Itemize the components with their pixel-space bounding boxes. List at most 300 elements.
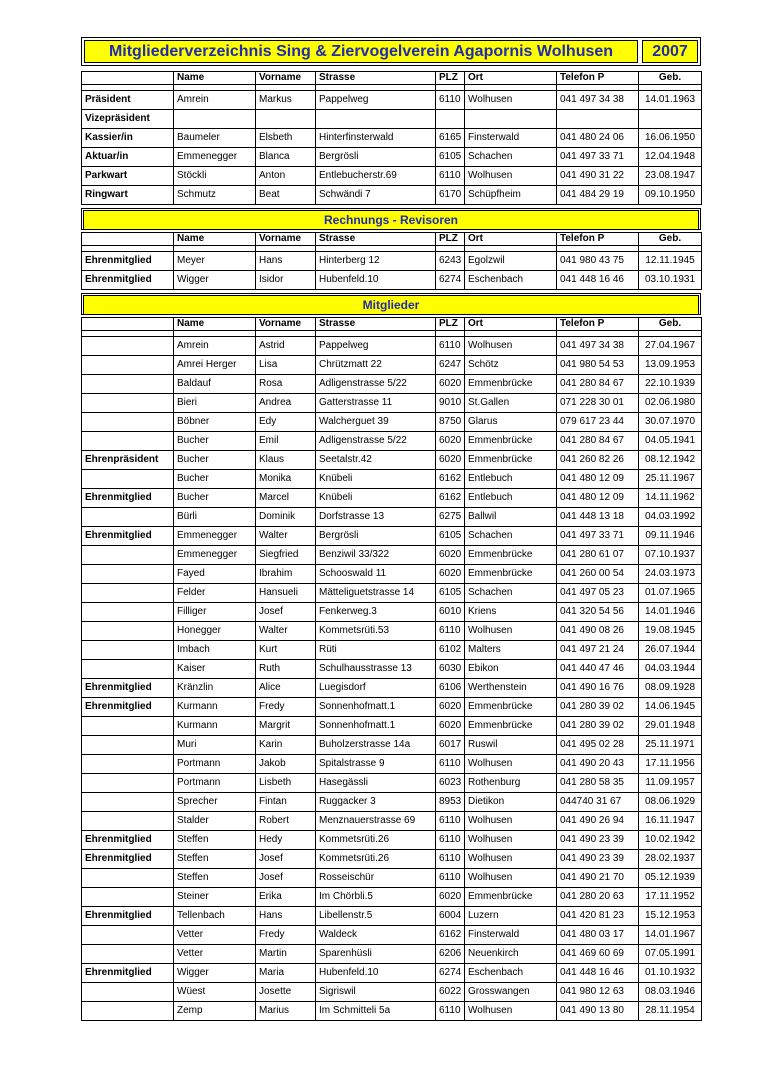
city-cell: Wolhusen — [465, 91, 557, 110]
phone-cell: 041 490 13 80 — [557, 1002, 639, 1021]
role-cell: Ehrenmitglied — [82, 850, 174, 869]
name-cell — [174, 110, 256, 129]
zip-cell: 6106 — [436, 679, 465, 698]
zip-cell: 6162 — [436, 470, 465, 489]
table-row — [82, 679, 702, 698]
zip-cell: 6102 — [436, 641, 465, 660]
table-row — [82, 489, 702, 508]
column-header: Ort — [465, 72, 557, 85]
street-cell: Chrützmatt 22 — [316, 356, 436, 375]
zip-cell: 6274 — [436, 271, 465, 290]
role-cell — [82, 508, 174, 527]
role-cell — [82, 470, 174, 489]
name-cell: Muri — [174, 736, 256, 755]
table-row — [82, 869, 702, 888]
zip-cell: 6110 — [436, 622, 465, 641]
phone-cell: 041 260 82 26 — [557, 451, 639, 470]
revisoren-table — [81, 232, 702, 290]
city-cell: Luzern — [465, 907, 557, 926]
birthdate-cell: 08.12.1942 — [639, 451, 702, 470]
phone-cell: 041 497 21 24 — [557, 641, 639, 660]
firstname-cell: Fredy — [256, 698, 316, 717]
birthdate-cell: 07.05.1991 — [639, 945, 702, 964]
phone-cell: 041 280 39 02 — [557, 698, 639, 717]
column-header: PLZ — [436, 233, 465, 246]
city-cell: Glarus — [465, 413, 557, 432]
phone-cell: 041 420 81 23 — [557, 907, 639, 926]
firstname-cell: Astrid — [256, 337, 316, 356]
city-cell: Egolzwil — [465, 252, 557, 271]
firstname-cell: Walter — [256, 527, 316, 546]
table-row — [82, 527, 702, 546]
role-cell — [82, 413, 174, 432]
revisoren-section-title: Rechnungs - Revisoren — [83, 210, 699, 230]
role-cell — [82, 641, 174, 660]
zip-cell: 6275 — [436, 508, 465, 527]
birthdate-cell: 04.05.1941 — [639, 432, 702, 451]
column-header: Vorname — [256, 233, 316, 246]
zip-cell: 8953 — [436, 793, 465, 812]
city-cell: Wolhusen — [465, 1002, 557, 1021]
column-header: Telefon P — [557, 318, 639, 331]
role-cell — [82, 584, 174, 603]
street-cell: Seetalstr.42 — [316, 451, 436, 470]
city-cell: Wolhusen — [465, 869, 557, 888]
column-header: Vorname — [256, 318, 316, 331]
name-cell: Emmenegger — [174, 527, 256, 546]
table-row — [82, 717, 702, 736]
role-cell — [82, 1002, 174, 1021]
firstname-cell: Josef — [256, 869, 316, 888]
name-cell: Kränzlin — [174, 679, 256, 698]
name-cell: Wigger — [174, 964, 256, 983]
name-cell: Steffen — [174, 869, 256, 888]
city-cell: Eschenbach — [465, 964, 557, 983]
role-cell: Ehrenmitglied — [82, 252, 174, 271]
name-cell: Baumeler — [174, 129, 256, 148]
phone-cell: 041 260 00 54 — [557, 565, 639, 584]
role-cell: Ehrenmitglied — [82, 489, 174, 508]
role-cell — [82, 983, 174, 1002]
city-cell: Emmenbrücke — [465, 698, 557, 717]
phone-cell: 071 228 30 01 — [557, 394, 639, 413]
street-cell: Benziwil 33/322 — [316, 546, 436, 565]
city-cell: Entlebuch — [465, 489, 557, 508]
table-row — [82, 432, 702, 451]
firstname-cell: Edy — [256, 413, 316, 432]
table-row — [82, 508, 702, 527]
firstname-cell: Martin — [256, 945, 316, 964]
city-cell: Rothenburg — [465, 774, 557, 793]
birthdate-cell: 28.02.1937 — [639, 850, 702, 869]
city-cell: Kriens — [465, 603, 557, 622]
table-row — [82, 186, 702, 205]
city-cell: Schachen — [465, 584, 557, 603]
birthdate-cell: 04.03.1992 — [639, 508, 702, 527]
birthdate-cell: 14.01.1967 — [639, 926, 702, 945]
table-row — [82, 148, 702, 167]
name-cell: Portmann — [174, 755, 256, 774]
street-cell: Ruggacker 3 — [316, 793, 436, 812]
firstname-cell: Hans — [256, 907, 316, 926]
firstname-cell: Fredy — [256, 926, 316, 945]
firstname-cell: Kurt — [256, 641, 316, 660]
role-cell: Ehrenmitglied — [82, 831, 174, 850]
city-cell: Dietikon — [465, 793, 557, 812]
phone-cell: 041 480 12 09 — [557, 489, 639, 508]
table-row — [82, 831, 702, 850]
column-header: Ort — [465, 318, 557, 331]
table-row — [82, 129, 702, 148]
role-cell — [82, 888, 174, 907]
name-cell: Felder — [174, 584, 256, 603]
table-row — [82, 850, 702, 869]
table-row — [82, 888, 702, 907]
birthdate-cell: 30.07.1970 — [639, 413, 702, 432]
zip-cell: 6020 — [436, 375, 465, 394]
birthdate-cell: 17.11.1952 — [639, 888, 702, 907]
phone-cell: 041 980 12 63 — [557, 983, 639, 1002]
firstname-cell: Robert — [256, 812, 316, 831]
street-cell: Knübeli — [316, 470, 436, 489]
city-cell: Eschenbach — [465, 271, 557, 290]
city-cell: Emmenbrücke — [465, 375, 557, 394]
members-section-title: Mitglieder — [83, 295, 699, 315]
phone-cell: 041 490 26 94 — [557, 812, 639, 831]
column-header: Vorname — [256, 72, 316, 85]
firstname-cell: Lisbeth — [256, 774, 316, 793]
zip-cell: 6110 — [436, 755, 465, 774]
street-cell: Bergrösli — [316, 148, 436, 167]
street-cell: Mätteliguetstrasse 14 — [316, 584, 436, 603]
phone-cell: 041 497 34 38 — [557, 91, 639, 110]
birthdate-cell: 25.11.1967 — [639, 470, 702, 489]
name-cell: Imbach — [174, 641, 256, 660]
name-cell: Böbner — [174, 413, 256, 432]
name-cell: Meyer — [174, 252, 256, 271]
birthdate-cell: 28.11.1954 — [639, 1002, 702, 1021]
name-cell: Sprecher — [174, 793, 256, 812]
birthdate-cell: 08.06.1929 — [639, 793, 702, 812]
city-cell: Emmenbrücke — [465, 565, 557, 584]
phone-cell — [557, 110, 639, 129]
phone-cell: 041 280 58 35 — [557, 774, 639, 793]
city-cell — [465, 110, 557, 129]
birthdate-cell: 27.04.1967 — [639, 337, 702, 356]
phone-cell: 041 484 29 19 — [557, 186, 639, 205]
birthdate-cell: 10.02.1942 — [639, 831, 702, 850]
birthdate-cell: 14.11.1962 — [639, 489, 702, 508]
city-cell: Finsterwald — [465, 129, 557, 148]
city-cell: Malters — [465, 641, 557, 660]
table-row — [82, 167, 702, 186]
column-header-row — [82, 318, 702, 331]
zip-cell: 6162 — [436, 926, 465, 945]
city-cell: Wolhusen — [465, 831, 557, 850]
phone-cell: 041 448 16 46 — [557, 271, 639, 290]
phone-cell: 041 497 05 23 — [557, 584, 639, 603]
name-cell: Bucher — [174, 451, 256, 470]
zip-cell: 6165 — [436, 129, 465, 148]
table-row — [82, 793, 702, 812]
role-cell — [82, 394, 174, 413]
table-row — [82, 603, 702, 622]
role-cell: Ehrenmitglied — [82, 698, 174, 717]
city-cell: Ballwil — [465, 508, 557, 527]
city-cell: Finsterwald — [465, 926, 557, 945]
firstname-cell: Hansueli — [256, 584, 316, 603]
column-header-row — [82, 72, 702, 85]
firstname-cell: Margrit — [256, 717, 316, 736]
birthdate-cell: 17.11.1956 — [639, 755, 702, 774]
city-cell: Werthenstein — [465, 679, 557, 698]
column-header: PLZ — [436, 72, 465, 85]
street-cell: Schwändi 7 — [316, 186, 436, 205]
firstname-cell: Elsbeth — [256, 129, 316, 148]
birthdate-cell: 05.12.1939 — [639, 869, 702, 888]
firstname-cell: Ibrahim — [256, 565, 316, 584]
birthdate-cell: 15.12.1953 — [639, 907, 702, 926]
street-cell: Waldeck — [316, 926, 436, 945]
zip-cell: 6020 — [436, 698, 465, 717]
name-cell: Emmenegger — [174, 546, 256, 565]
name-cell: Bucher — [174, 432, 256, 451]
birthdate-cell: 22.10.1939 — [639, 375, 702, 394]
role-cell: Kassier/in — [82, 129, 174, 148]
birthdate-cell: 19.08.1945 — [639, 622, 702, 641]
zip-cell: 6110 — [436, 812, 465, 831]
role-cell: Ehrenmitglied — [82, 907, 174, 926]
column-header: Name — [174, 318, 256, 331]
firstname-cell: Hans — [256, 252, 316, 271]
firstname-cell: Karin — [256, 736, 316, 755]
firstname-cell: Alice — [256, 679, 316, 698]
table-row — [82, 755, 702, 774]
name-cell: Stalder — [174, 812, 256, 831]
role-cell — [82, 622, 174, 641]
phone-cell: 041 280 84 67 — [557, 432, 639, 451]
name-cell: Wigger — [174, 271, 256, 290]
street-cell: Knübeli — [316, 489, 436, 508]
city-cell: Emmenbrücke — [465, 432, 557, 451]
street-cell: Rosseischür — [316, 869, 436, 888]
birthdate-cell: 01.07.1965 — [639, 584, 702, 603]
role-cell — [82, 717, 174, 736]
name-cell: Tellenbach — [174, 907, 256, 926]
firstname-cell: Ruth — [256, 660, 316, 679]
role-cell — [82, 793, 174, 812]
zip-cell: 6274 — [436, 964, 465, 983]
firstname-cell: Jakob — [256, 755, 316, 774]
firstname-cell: Beat — [256, 186, 316, 205]
birthdate-cell: 07.10.1937 — [639, 546, 702, 565]
role-cell — [82, 356, 174, 375]
role-cell: Ehrenmitglied — [82, 964, 174, 983]
birthdate-cell: 02.06.1980 — [639, 394, 702, 413]
column-header: Strasse — [316, 318, 436, 331]
street-cell: Sparenhüsli — [316, 945, 436, 964]
role-cell: Parkwart — [82, 167, 174, 186]
firstname-cell — [256, 110, 316, 129]
city-cell: Emmenbrücke — [465, 888, 557, 907]
birthdate-cell: 25.11.1971 — [639, 736, 702, 755]
street-cell: Gatterstrasse 11 — [316, 394, 436, 413]
birthdate-cell: 08.03.1946 — [639, 983, 702, 1002]
street-cell: Hasegässli — [316, 774, 436, 793]
city-cell: Wolhusen — [465, 337, 557, 356]
table-row — [82, 812, 702, 831]
city-cell: Schachen — [465, 527, 557, 546]
phone-cell: 041 490 21 70 — [557, 869, 639, 888]
city-cell: Neuenkirch — [465, 945, 557, 964]
zip-cell: 6020 — [436, 565, 465, 584]
street-cell: Walcherguet 39 — [316, 413, 436, 432]
birthdate-cell: 13.09.1953 — [639, 356, 702, 375]
street-cell: Pappelweg — [316, 91, 436, 110]
phone-cell: 041 490 16 76 — [557, 679, 639, 698]
city-cell: Wolhusen — [465, 167, 557, 186]
city-cell: Entlebuch — [465, 470, 557, 489]
column-header: Geb. — [639, 318, 702, 331]
column-header-role — [82, 318, 174, 331]
name-cell: Kaiser — [174, 660, 256, 679]
birthdate-cell: 24.03.1973 — [639, 565, 702, 584]
firstname-cell: Lisa — [256, 356, 316, 375]
role-cell — [82, 926, 174, 945]
table-row — [82, 413, 702, 432]
phone-cell: 041 490 31 22 — [557, 167, 639, 186]
city-cell: St.Gallen — [465, 394, 557, 413]
table-row — [82, 337, 702, 356]
table-row — [82, 546, 702, 565]
phone-cell: 041 980 54 53 — [557, 356, 639, 375]
firstname-cell: Rosa — [256, 375, 316, 394]
firstname-cell: Erika — [256, 888, 316, 907]
phone-cell: 041 280 61 07 — [557, 546, 639, 565]
name-cell: Kurmann — [174, 717, 256, 736]
table-row — [82, 907, 702, 926]
name-cell: Portmann — [174, 774, 256, 793]
street-cell: Bergrösli — [316, 527, 436, 546]
role-cell — [82, 565, 174, 584]
firstname-cell: Josette — [256, 983, 316, 1002]
phone-cell: 041 490 23 39 — [557, 850, 639, 869]
name-cell: Bucher — [174, 489, 256, 508]
birthdate-cell: 14.01.1946 — [639, 603, 702, 622]
column-header: Geb. — [639, 72, 702, 85]
city-cell: Schüpfheim — [465, 186, 557, 205]
name-cell: Steffen — [174, 831, 256, 850]
city-cell: Ebikon — [465, 660, 557, 679]
street-cell: Kommetsrüti.26 — [316, 850, 436, 869]
role-cell — [82, 812, 174, 831]
zip-cell: 6105 — [436, 584, 465, 603]
name-cell: Wüest — [174, 983, 256, 1002]
zip-cell: 6105 — [436, 148, 465, 167]
table-row — [82, 91, 702, 110]
phone-cell: 041 280 20 63 — [557, 888, 639, 907]
birthdate-cell: 14.06.1945 — [639, 698, 702, 717]
column-header: Geb. — [639, 233, 702, 246]
column-header-role — [82, 72, 174, 85]
zip-cell: 8750 — [436, 413, 465, 432]
zip-cell: 6020 — [436, 888, 465, 907]
phone-cell: 041 497 34 38 — [557, 337, 639, 356]
firstname-cell: Hedy — [256, 831, 316, 850]
firstname-cell: Maria — [256, 964, 316, 983]
name-cell: Honegger — [174, 622, 256, 641]
role-cell — [82, 603, 174, 622]
column-header: Strasse — [316, 72, 436, 85]
street-cell: Buholzerstrasse 14a — [316, 736, 436, 755]
column-header: Name — [174, 233, 256, 246]
birthdate-cell: 08.09.1928 — [639, 679, 702, 698]
column-header: Telefon P — [557, 233, 639, 246]
name-cell: Emmenegger — [174, 148, 256, 167]
zip-cell — [436, 110, 465, 129]
birthdate-cell: 23.08.1947 — [639, 167, 702, 186]
phone-cell: 041 480 24 06 — [557, 129, 639, 148]
role-cell — [82, 337, 174, 356]
city-cell: Ruswil — [465, 736, 557, 755]
table-row — [82, 470, 702, 489]
name-cell: Zemp — [174, 1002, 256, 1021]
name-cell: Amrein — [174, 91, 256, 110]
table-row — [82, 271, 702, 290]
zip-cell: 6110 — [436, 831, 465, 850]
phone-cell: 041 480 12 09 — [557, 470, 639, 489]
member-directory-sheet — [81, 37, 701, 1021]
table-row — [82, 945, 702, 964]
zip-cell: 6022 — [436, 983, 465, 1002]
role-cell — [82, 755, 174, 774]
street-cell: Sonnenhofmatt.1 — [316, 698, 436, 717]
name-cell: Vetter — [174, 926, 256, 945]
firstname-cell: Monika — [256, 470, 316, 489]
zip-cell: 6110 — [436, 1002, 465, 1021]
street-cell: Im Schmitteli 5a — [316, 1002, 436, 1021]
zip-cell: 6020 — [436, 432, 465, 451]
street-cell: Fenkerweg.3 — [316, 603, 436, 622]
firstname-cell: Fintan — [256, 793, 316, 812]
firstname-cell: Markus — [256, 91, 316, 110]
role-cell: Ehrenmitglied — [82, 271, 174, 290]
role-cell — [82, 432, 174, 451]
name-cell: Fayed — [174, 565, 256, 584]
street-cell: Pappelweg — [316, 337, 436, 356]
phone-cell: 041 320 54 56 — [557, 603, 639, 622]
birthdate-cell: 26.07.1944 — [639, 641, 702, 660]
members-table — [81, 317, 702, 1021]
phone-cell: 041 490 08 26 — [557, 622, 639, 641]
role-cell — [82, 869, 174, 888]
column-header: Telefon P — [557, 72, 639, 85]
street-cell: Hinterberg 12 — [316, 252, 436, 271]
table-row — [82, 774, 702, 793]
firstname-cell: Josef — [256, 850, 316, 869]
city-cell: Emmenbrücke — [465, 717, 557, 736]
role-cell: Vizepräsident — [82, 110, 174, 129]
zip-cell: 6162 — [436, 489, 465, 508]
role-cell: Ehrenmitglied — [82, 679, 174, 698]
firstname-cell: Anton — [256, 167, 316, 186]
zip-cell: 6030 — [436, 660, 465, 679]
firstname-cell: Emil — [256, 432, 316, 451]
table-row — [82, 983, 702, 1002]
zip-cell: 6206 — [436, 945, 465, 964]
zip-cell: 6110 — [436, 167, 465, 186]
name-cell: Filliger — [174, 603, 256, 622]
